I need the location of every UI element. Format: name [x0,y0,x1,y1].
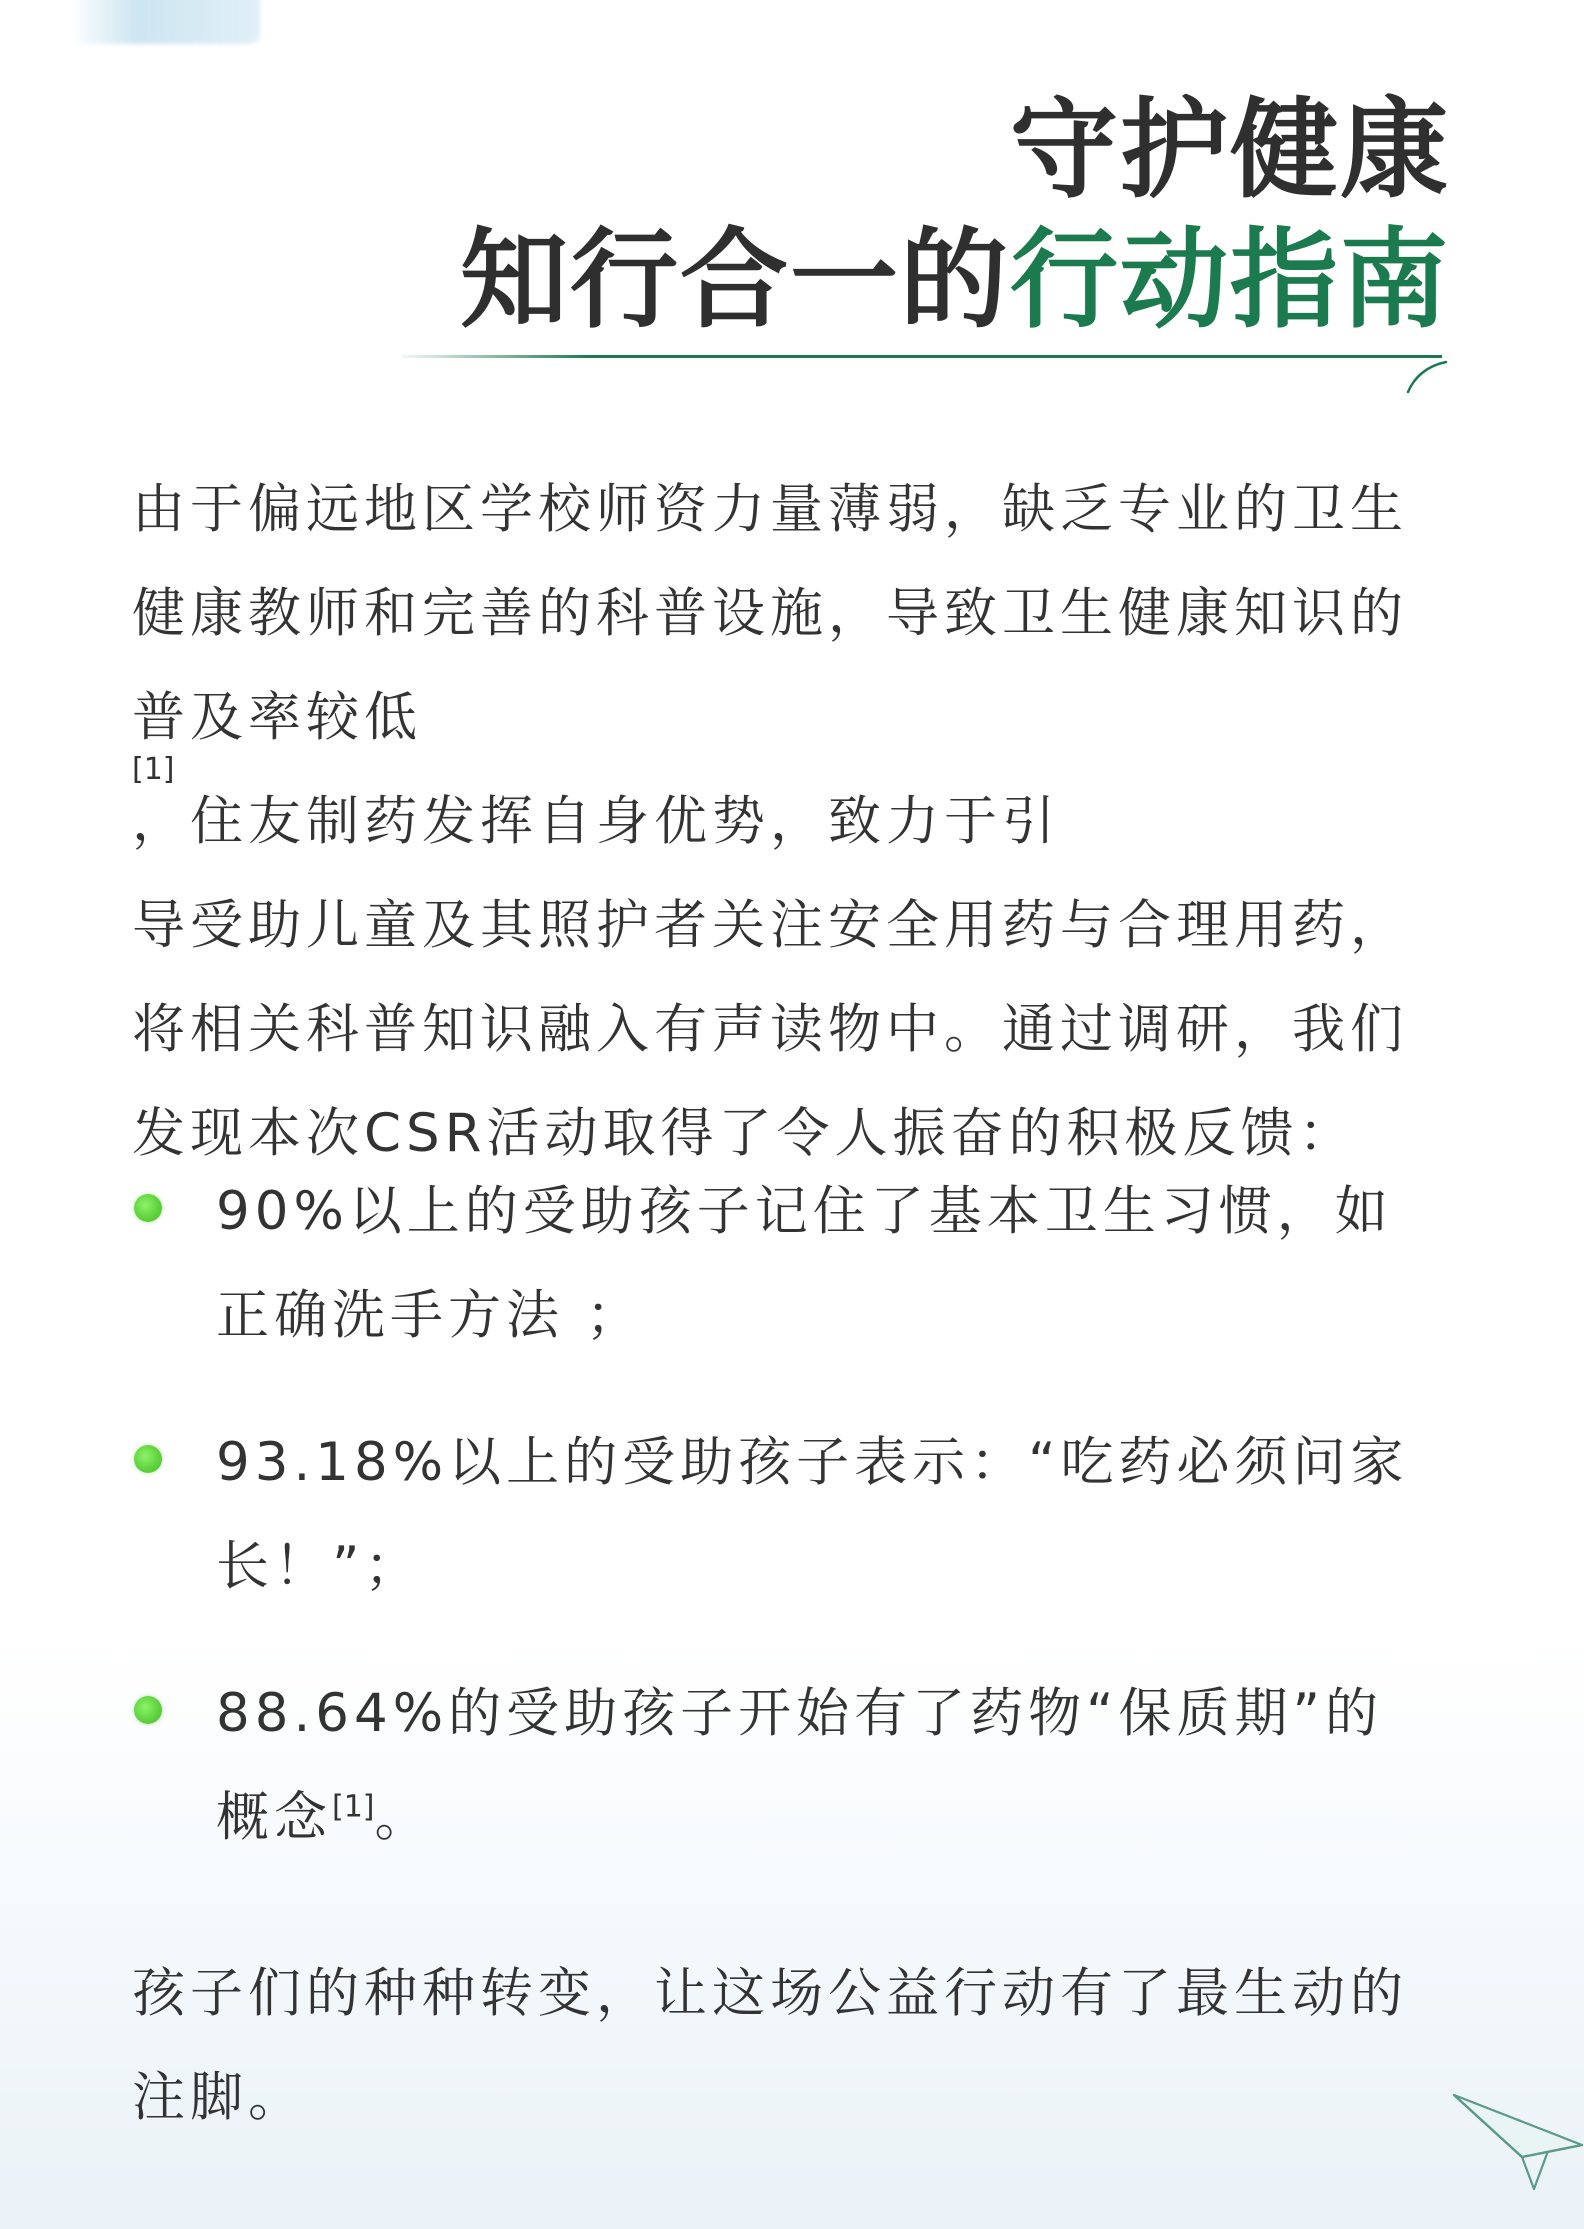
intro-line: 健康教师和完善的科普设施，导致卫生健康知识的 [132,583,1408,644]
title-line-2-green: 行动指南 [1009,217,1450,343]
list-item-line: 长！”； [216,1536,423,1597]
intro-line: 发现本次CSR活动取得了令人振奋的积极反馈： [132,1103,1357,1164]
list-item-line-part: 概念 [216,1787,332,1848]
closing-paragraph [132,1942,1452,2150]
title-line-2 [350,217,1450,343]
closing-line: 孩子们的种种转变，让这场公益行动有了最生动的 [132,1963,1408,2024]
curl-ornament-icon [1404,360,1448,394]
intro-line-part: ，住友制药发挥自身优势，致力于引 [132,791,1060,852]
bullet-dot-icon [134,1194,162,1222]
list-item [132,1411,1462,1619]
list-item [132,1662,1462,1870]
intro-paragraph [132,458,1452,1186]
list-item-line: 93.18%以上的受助孩子表示：“吃药必须问家 [216,1432,1409,1493]
page-title [350,87,1450,343]
feedback-list [132,1160,1462,1913]
intro-line: 普及率较低 [1] ，住友制药发挥自身优势，致力于引 [132,666,1452,874]
list-item-line-part: 。 [374,1787,433,1848]
intro-line: 由于偏远地区学校师资力量薄弱，缺乏专业的卫生 [132,479,1408,540]
corner-decoration [70,0,260,44]
title-line-2-dark: 知行合一的 [459,217,1010,343]
list-item-line: 90%以上的受助孩子记住了基本卫生习惯，如 [216,1181,1393,1242]
bullet-dot-icon [134,1445,162,1473]
intro-line-part: 普及率较低 [132,687,422,748]
paper-plane-icon [1452,2085,1584,2195]
list-item-line [216,1766,1462,1870]
bullet-dot-icon [134,1696,162,1724]
list-item-line: 88.64%的受助孩子开始有了药物“保质期”的 [216,1683,1384,1744]
citation-ref: [1] [332,1789,375,1825]
title-line-1: 守护健康 [1009,87,1450,213]
intro-line: 导受助儿童及其照护者关注安全用药与合理用药， [132,895,1408,956]
list-item-line: 正确洗手方法 ； [216,1285,644,1346]
title-underline [402,355,1442,358]
list-item [132,1160,1462,1368]
intro-line: 将相关科普知识融入有声读物中。通过调研，我们 [132,999,1408,1060]
closing-line: 注脚。 [132,2067,306,2128]
